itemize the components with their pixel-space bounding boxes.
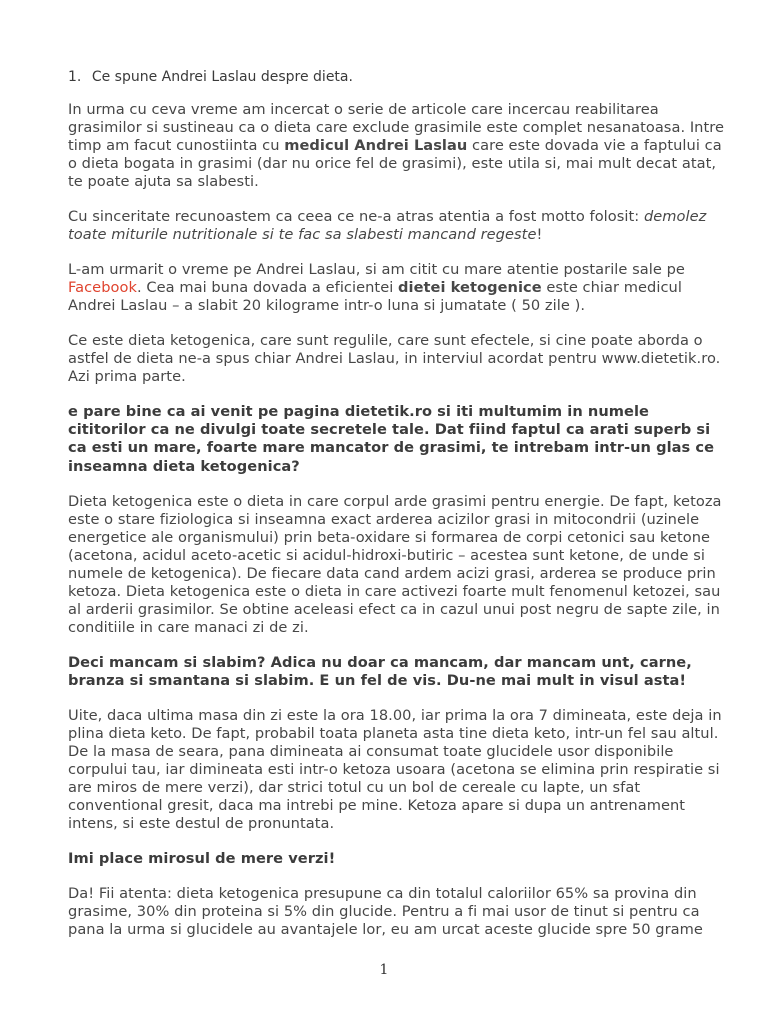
paragraph-intro bbox=[68, 101, 728, 191]
paragraph-macros: Da! Fii atenta: dieta ketogenica presupune ca din totalul caloriilor 65% sa provina din grasime, 30% din proteina si 5% din glucide. Pentru a fi mai usor de tinut si pentru ca pana la urma si glucidele au avantajele lor, eu am urcat aceste glucide spre 50 grame bbox=[68, 885, 703, 939]
p3-text-b: . Cea mai buna dovada a eficientei bbox=[136, 279, 399, 296]
question-1: e pare bine ca ai venit pe pagina dietetik.ro si iti multumim in numele cititorilor ca ne divulgi toate secretele tale. Dat fiind faptul ca arati superb si ca esti un mare, foarte mare mancator de grasimi, te intrebam intr-un glas ce inseamna dieta ketogenica? bbox=[68, 403, 715, 475]
p2-text-a: Cu sinceritate recunoastem ca ceea ce ne-a atras atentia a fost motto folosit: bbox=[68, 208, 644, 225]
p1-text-c: care este dovada vie a faptului ca o dieta bogata in grasimi (dar nu orice fel de grasimi), este utila si, mai mult decat atat, te poate ajuta sa slabesti. bbox=[68, 137, 722, 190]
paragraph-keto-daily: Uite, daca ultima masa din zi este la ora 18.00, iar prima la ora 7 dimineata, este deja in plina dieta keto. De fapt, probabil toata planeta asta tine dieta keto, intr-un fel sau altul. De la masa de seara, pana dimineata ai consumat toate glucidele usor disponibile corpului tau, iar dimineata esti intr-o ketoza usoara (acetona se elimina prin respiratie si are miros de mere verzi), dar strici totul cu un bol de cereale cu lapte, un sfat conventional gresit, daca ma intrebi pe mine. Ketoza apare si dupa un antrenament intens, si este destul de pronuntata. bbox=[68, 707, 722, 833]
paragraph-facebook bbox=[68, 261, 728, 315]
p1-text-a: In urma cu ceva vreme am incercat o serie de articole care incercau reabilitarea grasimilor si sustineau ca o dieta care exclude grasimile este complet nesanatoasa. Intre timp am facut cunostiinta cu bbox=[68, 101, 725, 154]
question-2: Deci mancam si slabim? Adica nu doar ca mancam, dar mancam unt, carne, branza si smantana si slabim. E un fel de vis. Du-ne mai mult in visul asta! bbox=[68, 653, 692, 690]
p2-text-c: ! bbox=[536, 226, 543, 243]
paragraph-keto-definition: Dieta ketogenica este o dieta in care corpul arde grasimi pentru energie. De fapt, ketoza este o stare fiziologica si inseamna exact arderea acizilor grasi in mitocondrii (uzinele energetice ale organismului) prin beta-oxidare si formarea de corpi cetonici sau ketone (acetona, acidul aceto-acetic si acidul-hidroxi-butiric – acestea sunt ketone, de unde si numele de ketogenica). De fiecare data cand ardem acizi grasi, arderea se produce prin ketoza. Dieta ketogenica este o dieta in care activezi foarte mult fenomenul ketozei, sau al arderii grasimilor. Se obtine aceleasi efect ca in cazul unui post negru de sapte zile, in conditiile in care manaci zi de zi. bbox=[68, 492, 722, 636]
heading-text: Ce spune Andrei Laslau despre dieta. bbox=[91, 69, 353, 85]
heading-number: 1. bbox=[68, 69, 82, 85]
page-number: 1 bbox=[379, 962, 389, 978]
section-heading bbox=[68, 68, 728, 86]
paragraph-motto bbox=[68, 208, 728, 244]
facebook-link[interactable]: Facebook bbox=[68, 279, 137, 296]
document-page bbox=[68, 68, 728, 956]
p3-text-d: este chiar medicul Andrei Laslau – a slabit 20 kilograme intr-o luna si jumatate ( 50 zile ). bbox=[68, 279, 682, 314]
p3-text-a: L-am urmarit o vreme pe Andrei Laslau, si am citit cu mare atentie postarile sale pe bbox=[68, 261, 685, 278]
p3-bold: dietei ketogenice bbox=[398, 279, 542, 296]
question-3: Imi place mirosul de mere verzi! bbox=[68, 850, 336, 868]
paragraph-interview: Ce este dieta ketogenica, care sunt regulile, care sunt efectele, si cine poate aborda o astfel de dieta ne-a spus chiar Andrei Laslau, in interviul acordat pentru www.dietetik.ro. Azi prima parte. bbox=[68, 332, 721, 385]
p2-italic: demolez toate miturile nutritionale si te fac sa slabesti mancand regeste bbox=[68, 208, 707, 243]
p1-bold: medicul Andrei Laslau bbox=[284, 137, 468, 154]
